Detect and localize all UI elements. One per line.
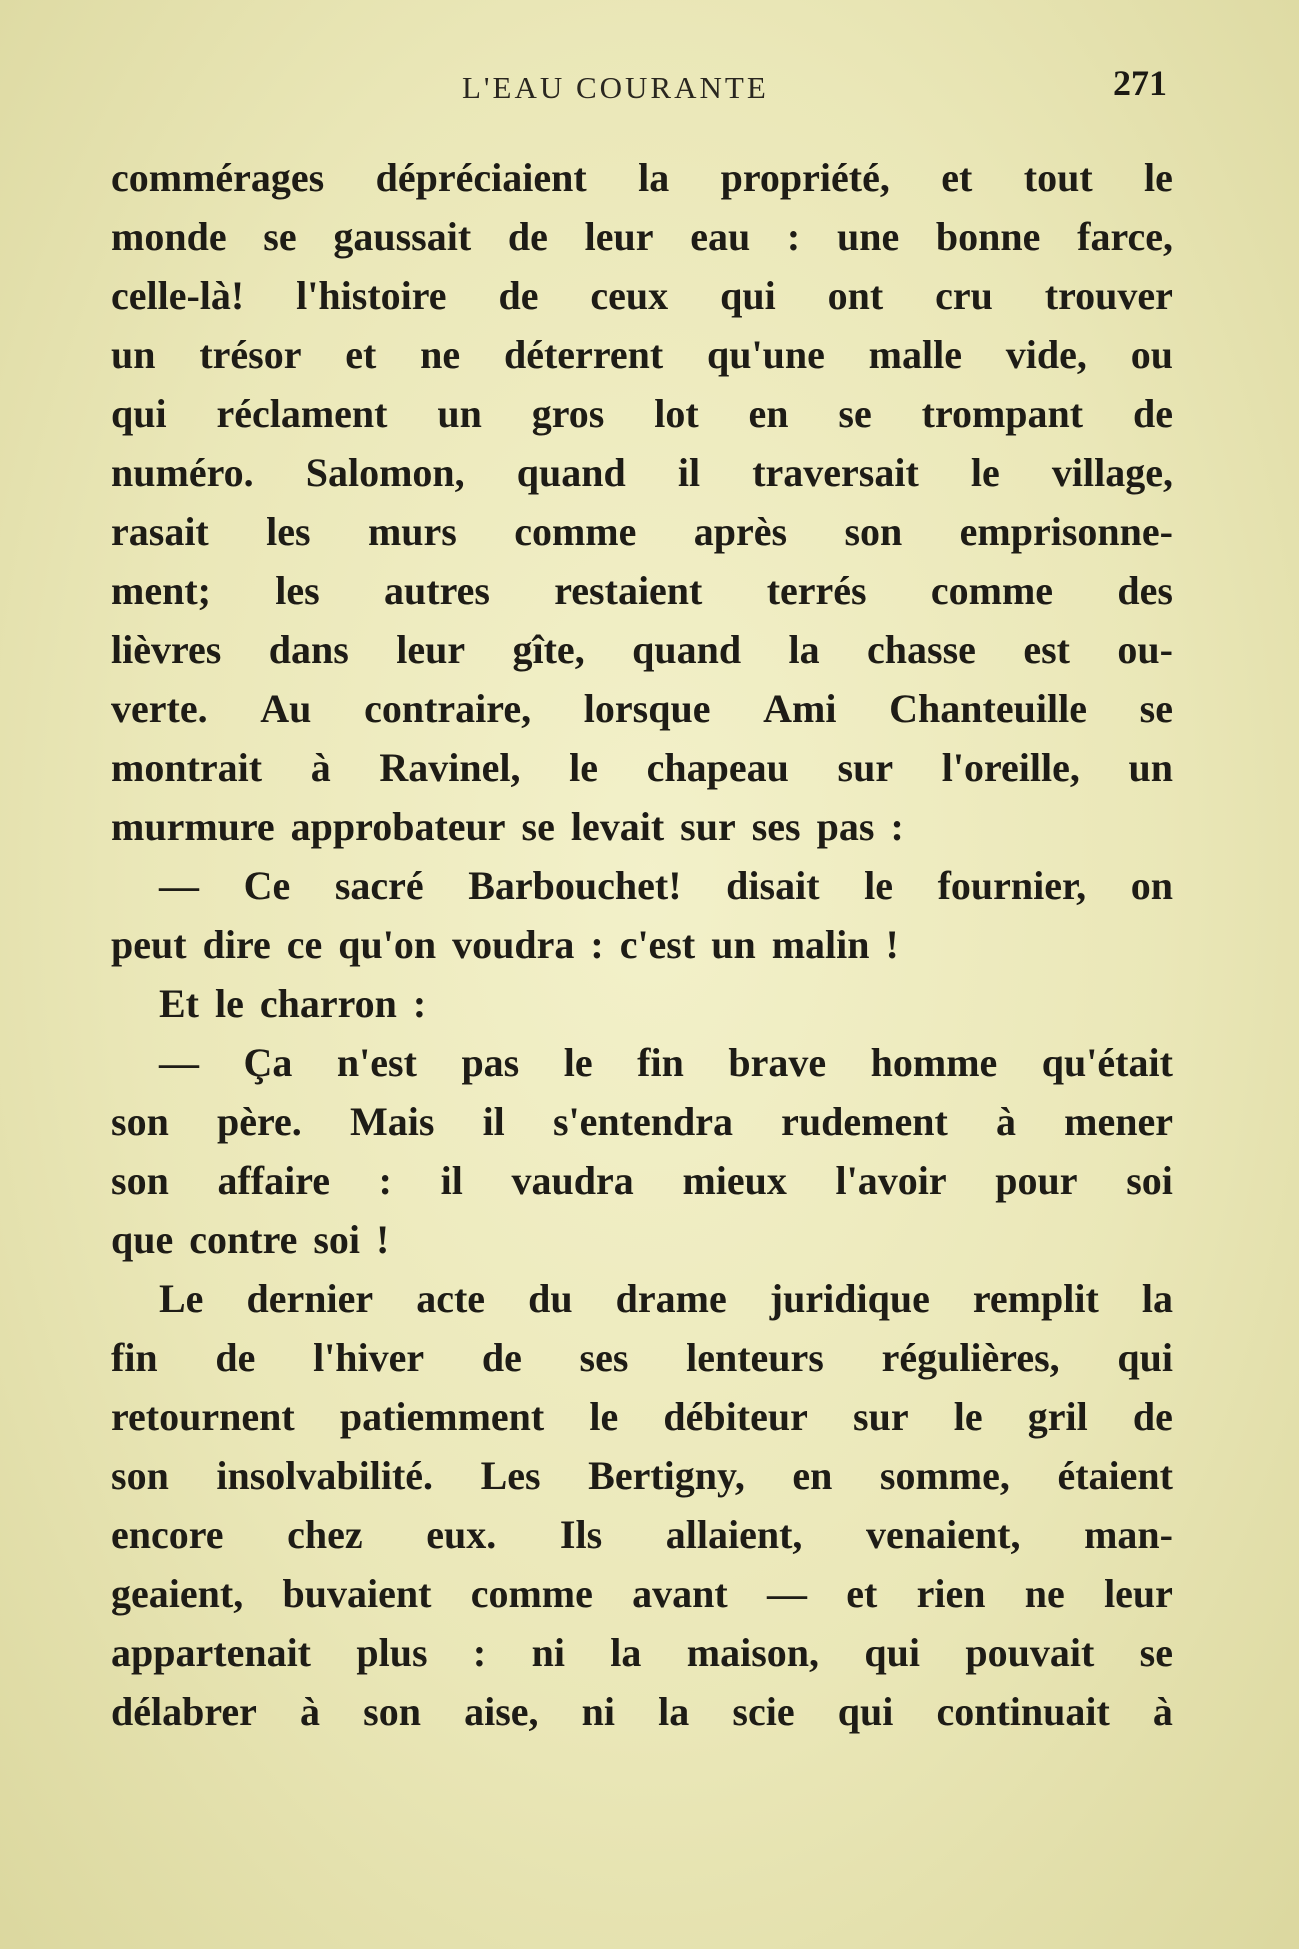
word: maison, bbox=[686, 1630, 820, 1675]
text-line bbox=[111, 1623, 1173, 1682]
text-line bbox=[111, 266, 1173, 325]
word: Les bbox=[480, 1453, 541, 1498]
word: il bbox=[677, 450, 701, 495]
word: bonne bbox=[935, 214, 1041, 259]
word: les bbox=[266, 509, 311, 554]
word: la bbox=[1141, 1276, 1173, 1321]
word: gros bbox=[531, 391, 605, 436]
word: pour bbox=[995, 1158, 1078, 1203]
word: réclament bbox=[216, 391, 388, 436]
word: fin bbox=[111, 1335, 158, 1380]
word: appartenait bbox=[111, 1630, 311, 1675]
word: voudra bbox=[452, 922, 575, 967]
word: délabrer bbox=[111, 1689, 257, 1734]
word: son bbox=[111, 1158, 169, 1203]
word: pas bbox=[816, 804, 875, 849]
word: ont bbox=[827, 273, 884, 318]
word: il bbox=[482, 1099, 505, 1144]
text-line bbox=[111, 1328, 1173, 1387]
word: la bbox=[788, 627, 820, 672]
word: trouver bbox=[1044, 273, 1173, 318]
word: Au bbox=[260, 686, 312, 731]
word: se bbox=[263, 214, 297, 259]
word: son bbox=[363, 1689, 421, 1734]
word: levait bbox=[570, 804, 665, 849]
word: contraire, bbox=[364, 686, 532, 731]
word: numéro. bbox=[111, 450, 254, 495]
word: qui bbox=[720, 273, 776, 318]
word: rudement bbox=[781, 1099, 948, 1144]
word: mener bbox=[1064, 1099, 1173, 1144]
word: le bbox=[970, 450, 1000, 495]
word: l'oreille, bbox=[941, 745, 1080, 790]
text-line bbox=[111, 1446, 1173, 1505]
text-line bbox=[111, 738, 1173, 797]
word: leur bbox=[584, 214, 654, 259]
word: qu'on bbox=[338, 922, 437, 967]
text-line bbox=[111, 1682, 1173, 1741]
word: peut bbox=[111, 922, 187, 967]
word: des bbox=[1117, 568, 1173, 613]
word: sacré bbox=[334, 863, 424, 908]
word: du bbox=[528, 1276, 573, 1321]
word: que bbox=[111, 1217, 174, 1262]
word: l'avoir bbox=[835, 1158, 947, 1203]
word: brave bbox=[728, 1040, 827, 1085]
word: ceux bbox=[590, 273, 669, 318]
word: pas bbox=[461, 1040, 520, 1085]
word: il bbox=[440, 1158, 463, 1203]
word: et bbox=[846, 1571, 878, 1616]
word: autres bbox=[384, 568, 490, 613]
word: scie bbox=[732, 1689, 795, 1734]
word: ses bbox=[751, 804, 801, 849]
word: en bbox=[748, 391, 789, 436]
word: ni bbox=[581, 1689, 616, 1734]
word: juridique bbox=[769, 1276, 930, 1321]
word: un bbox=[111, 332, 156, 377]
word: patiemment bbox=[339, 1394, 545, 1439]
word: village, bbox=[1051, 450, 1173, 495]
word: comme bbox=[514, 509, 637, 554]
word: et bbox=[941, 155, 973, 200]
word: est bbox=[1023, 627, 1070, 672]
word: son bbox=[844, 509, 903, 554]
text-line bbox=[111, 1387, 1173, 1446]
word: la bbox=[658, 1689, 690, 1734]
word: remplit bbox=[972, 1276, 1099, 1321]
word: de bbox=[1132, 391, 1173, 436]
word: Ravinel, bbox=[379, 745, 521, 790]
word: mieux bbox=[682, 1158, 787, 1203]
word: l'hiver bbox=[313, 1335, 425, 1380]
word: un bbox=[711, 922, 756, 967]
word: Barbouchet! bbox=[468, 863, 682, 908]
word: se bbox=[1139, 1630, 1173, 1675]
word: ne bbox=[420, 332, 461, 377]
word: pouvait bbox=[965, 1630, 1095, 1675]
word: ! bbox=[376, 1217, 390, 1262]
word: fin bbox=[637, 1040, 684, 1085]
word: n'est bbox=[336, 1040, 417, 1085]
word: malin bbox=[771, 922, 870, 967]
word: déterrent bbox=[503, 332, 664, 377]
word: Ça bbox=[243, 1040, 293, 1085]
word: qui bbox=[837, 1689, 894, 1734]
word: commérages bbox=[111, 155, 325, 200]
text-line bbox=[111, 148, 1173, 207]
word: de bbox=[481, 1335, 522, 1380]
word: ou bbox=[1130, 332, 1173, 377]
word: : bbox=[590, 922, 604, 967]
word: lot bbox=[654, 391, 699, 436]
text-line bbox=[111, 679, 1173, 738]
word: allaient, bbox=[665, 1512, 803, 1557]
word: chasse bbox=[867, 627, 976, 672]
word: lièvres bbox=[111, 627, 222, 672]
text-line bbox=[111, 974, 1173, 1033]
word: drame bbox=[615, 1276, 727, 1321]
text-line bbox=[111, 1092, 1173, 1151]
word: le bbox=[864, 863, 893, 908]
word: — bbox=[159, 863, 199, 908]
word: lorsque bbox=[583, 686, 711, 731]
word: affaire bbox=[217, 1158, 331, 1203]
word: qui bbox=[111, 391, 167, 436]
word: qu'était bbox=[1041, 1040, 1173, 1085]
word: dans bbox=[268, 627, 349, 672]
word: Ami bbox=[763, 686, 837, 731]
word: rien bbox=[916, 1571, 986, 1616]
word: tout bbox=[1023, 155, 1093, 200]
word: soi bbox=[313, 1217, 361, 1262]
word: vide, bbox=[1005, 332, 1087, 377]
word: : bbox=[472, 1630, 487, 1675]
word: à bbox=[310, 745, 331, 790]
word: — bbox=[159, 1040, 199, 1085]
word: le bbox=[589, 1394, 619, 1439]
word: qui bbox=[1117, 1335, 1173, 1380]
word: son bbox=[111, 1453, 169, 1498]
word: et bbox=[345, 332, 377, 377]
word: leur bbox=[1104, 1571, 1173, 1616]
word: se bbox=[838, 391, 872, 436]
word: celle-là! bbox=[111, 273, 245, 318]
word: ne bbox=[1024, 1571, 1065, 1616]
text-line bbox=[111, 1210, 1173, 1269]
word: à bbox=[300, 1689, 321, 1734]
word: restaient bbox=[554, 568, 703, 613]
word: le bbox=[1144, 155, 1173, 200]
word: après bbox=[693, 509, 788, 554]
page-number: 271 bbox=[1113, 63, 1167, 103]
word: homme bbox=[870, 1040, 998, 1085]
word: le bbox=[563, 1040, 593, 1085]
word: sur bbox=[837, 745, 894, 790]
word: montrait bbox=[111, 745, 263, 790]
word: à bbox=[995, 1099, 1016, 1144]
word: trésor bbox=[199, 332, 302, 377]
word: le bbox=[215, 981, 244, 1026]
word: à bbox=[1152, 1689, 1173, 1734]
word: c'est bbox=[619, 922, 696, 967]
word: ses bbox=[579, 1335, 629, 1380]
word: gîte, bbox=[512, 627, 585, 672]
word: la bbox=[638, 155, 670, 200]
word: aise, bbox=[464, 1689, 539, 1734]
word: son bbox=[111, 1099, 169, 1144]
word: : bbox=[378, 1158, 392, 1203]
text-line bbox=[111, 915, 1173, 974]
word: geaient, bbox=[111, 1571, 244, 1616]
word: se bbox=[1139, 686, 1173, 731]
word: plus bbox=[356, 1630, 428, 1675]
word: dépréciaient bbox=[375, 155, 587, 200]
word: man- bbox=[1084, 1512, 1173, 1557]
word: avant bbox=[632, 1571, 728, 1616]
word: Chanteuille bbox=[889, 686, 1087, 731]
word: qui bbox=[864, 1630, 920, 1675]
word: comme bbox=[470, 1571, 593, 1616]
word: Ils bbox=[559, 1512, 603, 1557]
text-line bbox=[111, 620, 1173, 679]
word: contre bbox=[189, 1217, 298, 1262]
word: ni bbox=[531, 1630, 565, 1675]
word: leur bbox=[396, 627, 466, 672]
word: cru bbox=[935, 273, 993, 318]
word: encore bbox=[111, 1512, 224, 1557]
word: buvaient bbox=[282, 1571, 432, 1616]
text-line bbox=[111, 502, 1173, 561]
word: Ce bbox=[243, 863, 291, 908]
word: le bbox=[953, 1394, 983, 1439]
word: : bbox=[890, 804, 904, 849]
word: de bbox=[507, 214, 548, 259]
word: chapeau bbox=[646, 745, 789, 790]
word: terrés bbox=[766, 568, 867, 613]
word: dernier bbox=[246, 1276, 374, 1321]
word: un bbox=[1128, 745, 1173, 790]
word: murmure bbox=[111, 804, 275, 849]
word: Le bbox=[159, 1276, 204, 1321]
running-title: L'EAU COURANTE bbox=[462, 70, 769, 105]
text-line bbox=[111, 561, 1173, 620]
word: propriété, bbox=[720, 155, 890, 200]
word: ! bbox=[885, 922, 899, 967]
word: soi bbox=[1126, 1158, 1173, 1203]
word: venaient, bbox=[866, 1512, 1021, 1557]
word: un bbox=[437, 391, 482, 436]
word: verte. bbox=[111, 686, 208, 731]
word: ce bbox=[286, 922, 323, 967]
word: disait bbox=[726, 863, 820, 908]
word: le bbox=[569, 745, 598, 790]
text-line bbox=[111, 1505, 1173, 1564]
word: se bbox=[521, 804, 555, 849]
word: insolvabilité. bbox=[216, 1453, 434, 1498]
word: Salomon, bbox=[305, 450, 465, 495]
word: traversait bbox=[752, 450, 919, 495]
word: : bbox=[786, 214, 801, 259]
word: eux. bbox=[426, 1512, 497, 1557]
word: s'entendra bbox=[552, 1099, 733, 1144]
word: de bbox=[498, 273, 539, 318]
text-line bbox=[111, 1269, 1173, 1328]
word: père. bbox=[216, 1099, 302, 1144]
word: emprisonne- bbox=[959, 509, 1173, 554]
word: l'histoire bbox=[296, 273, 447, 318]
word: monde bbox=[111, 214, 227, 259]
page-header bbox=[0, 62, 1299, 122]
word: charron bbox=[259, 981, 397, 1026]
word: quand bbox=[516, 450, 626, 495]
word: de bbox=[215, 1335, 256, 1380]
word: : bbox=[412, 981, 427, 1026]
word: approbateur bbox=[290, 804, 506, 849]
word: Et bbox=[159, 981, 199, 1026]
word: retournent bbox=[111, 1394, 295, 1439]
word: une bbox=[836, 214, 900, 259]
text-line bbox=[111, 384, 1173, 443]
word: continuait bbox=[936, 1689, 1110, 1734]
word: en bbox=[792, 1453, 833, 1498]
word: ment; bbox=[111, 568, 211, 613]
word: on bbox=[1130, 863, 1173, 908]
text-line bbox=[111, 1033, 1173, 1092]
word: de bbox=[1132, 1394, 1173, 1439]
word: qu'une bbox=[706, 332, 825, 377]
word: somme, bbox=[879, 1453, 1010, 1498]
word: gaussait bbox=[333, 214, 472, 259]
word: rasait bbox=[111, 509, 209, 554]
word: dire bbox=[202, 922, 271, 967]
word: comme bbox=[930, 568, 1054, 613]
word: les bbox=[275, 568, 320, 613]
word: gril bbox=[1027, 1394, 1088, 1439]
word: farce, bbox=[1077, 214, 1173, 259]
word: acte bbox=[416, 1276, 486, 1321]
word: Bertigny, bbox=[588, 1453, 745, 1498]
word: lenteurs bbox=[686, 1335, 824, 1380]
word: — bbox=[766, 1571, 807, 1616]
word: ou- bbox=[1117, 627, 1173, 672]
word: trompant bbox=[921, 391, 1084, 436]
word: murs bbox=[367, 509, 457, 554]
word: fournier, bbox=[937, 863, 1087, 908]
word: sur bbox=[680, 804, 736, 849]
word: Mais bbox=[349, 1099, 435, 1144]
word: sur bbox=[853, 1394, 909, 1439]
word: malle bbox=[868, 332, 962, 377]
text-line bbox=[111, 1151, 1173, 1210]
word: vaudra bbox=[511, 1158, 634, 1203]
text-line bbox=[111, 325, 1173, 384]
text-line bbox=[111, 797, 1173, 856]
word: régulières, bbox=[881, 1335, 1060, 1380]
body-text bbox=[111, 148, 1173, 1741]
word: étaient bbox=[1057, 1453, 1173, 1498]
word: eau bbox=[690, 214, 751, 259]
word: quand bbox=[632, 627, 742, 672]
word: débiteur bbox=[663, 1394, 808, 1439]
text-line bbox=[111, 1564, 1173, 1623]
text-line bbox=[111, 207, 1173, 266]
word: la bbox=[610, 1630, 642, 1675]
word: chez bbox=[287, 1512, 363, 1557]
text-line bbox=[111, 856, 1173, 915]
text-line bbox=[111, 443, 1173, 502]
